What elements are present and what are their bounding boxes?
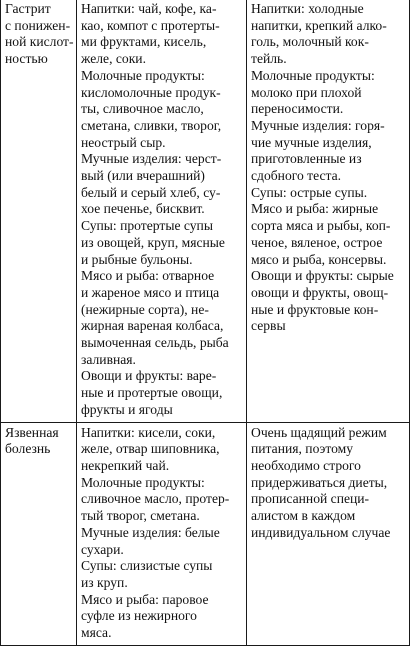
cell-text-line: фрукты и ягоды — [81, 401, 173, 417]
cell-text-line: сервы — [251, 318, 286, 334]
cell-text-line: сорта мяса и рыбы, коп- — [251, 218, 391, 234]
cell-text-line: прописанной специ- — [251, 491, 370, 507]
cell-text-line: сухари. — [81, 541, 124, 557]
cell-text-line: Гастрит — [5, 1, 51, 16]
cell-text-line: белый и серый хлеб, су- — [81, 184, 221, 200]
cell-text-line: Очень щадящий режим — [251, 424, 387, 440]
diet-table-body — [1, 0, 410, 645]
cell-text-line: Мучные изделия: горя- — [251, 117, 385, 133]
cell-text-line: мясо и рыба, консервы. — [251, 251, 387, 267]
cell-text-line: сливочное масло, протер- — [81, 491, 230, 507]
cell-text-line: Молочные продукты: — [251, 67, 375, 83]
cell-text-line: Мясо и рыба: отварное — [81, 268, 215, 284]
cell-text-line: вымоченная сельдь, рыба — [81, 335, 229, 351]
cell-text-line: као, компот с протерты- — [81, 17, 220, 33]
recommended-foods-cell — [77, 422, 247, 645]
cell-text-line: питания, поэтому — [251, 441, 354, 457]
cell-text-line: тейль. — [251, 51, 287, 67]
cell-text-line: с понижен- — [5, 17, 71, 33]
cell-text-line: ты, сливочное масло, — [81, 101, 204, 117]
cell-text-line: Супы: протертые супы — [81, 218, 213, 234]
cell-text-line: тый творог, сметана. — [81, 508, 200, 524]
cell-text-line: заливная. — [81, 351, 136, 367]
cell-text-line: голь, молочный кок- — [251, 34, 369, 50]
cell-text-line: придерживаться диеты, — [251, 474, 388, 490]
cell-text-line: необходимо строго — [251, 457, 361, 473]
cell-text-line: (нежирные сорта), не- — [81, 301, 209, 317]
cell-text-line: Мучные изделия: черст- — [81, 151, 222, 167]
cell-text-line: неострый сыр. — [81, 134, 166, 150]
cell-text-line: желе, отвар шиповника, — [81, 441, 220, 457]
cell-text-line: Мясо и рыба: жирные — [251, 201, 379, 217]
cell-text-line: жирная вареная колбаса, — [81, 318, 224, 334]
table-row-ulcer — [1, 422, 410, 645]
cell-text-line: сдобного теста. — [251, 168, 342, 184]
cell-text-line: ченое, вяленое, острое — [251, 234, 383, 250]
cell-text-line: Напитки: кисели, соки, — [81, 424, 216, 440]
cell-text-line: ми фруктами, кисель, — [81, 34, 207, 50]
cell-text-line: индивидуальном случае — [251, 524, 391, 540]
disease-cell — [1, 0, 77, 422]
cell-text-line: Мясо и рыба: паровое — [81, 591, 209, 607]
cell-text-line: чие мучные изделия, — [251, 134, 372, 150]
cell-text-line: Мучные изделия: белые — [81, 524, 220, 540]
cell-text-line: Язвенная — [5, 424, 59, 440]
cell-text-line: молоко при плохой — [251, 84, 362, 100]
table-row-gastritis — [1, 0, 410, 422]
cell-text-line: и жареное мясо и птица — [81, 284, 220, 300]
excluded-foods-cell — [247, 0, 410, 422]
cell-text-line: Супы: острые супы. — [251, 184, 368, 200]
cell-text-line: из круп. — [81, 574, 128, 590]
cell-text-line: Молочные продукты: — [81, 474, 205, 490]
cell-text-line: из овощей, круп, мясные — [81, 234, 225, 250]
cell-text-line: кисломолочные продук- — [81, 84, 221, 100]
cell-text-line: вый (или вчерашний) — [81, 168, 205, 184]
cell-text-line: овощи и фрукты, овощ- — [251, 284, 389, 300]
cell-text-line: мяса. — [81, 625, 112, 641]
cell-text-line: некрепкий чай. — [81, 457, 170, 473]
excluded-foods-cell — [247, 422, 410, 645]
cell-text-line: Напитки: холодные — [251, 1, 364, 16]
cell-text-line: ные и протертые овощи, — [81, 385, 223, 401]
cell-text-line: ные и фруктовые кон- — [251, 301, 379, 317]
recommended-foods-cell — [77, 0, 247, 422]
cell-text-line: и рыбные бульоны. — [81, 251, 193, 267]
disease-cell — [1, 422, 77, 645]
cell-text-line: Напитки: чай, кофе, ка- — [81, 1, 217, 16]
cell-text-line: Молочные продукты: — [81, 67, 205, 83]
cell-text-line: ностью — [5, 51, 48, 67]
cell-text-line: ной кислот- — [5, 34, 74, 50]
cell-text-line: Овощи и фрукты: сырые — [251, 268, 394, 284]
cell-text-line: болезнь — [5, 441, 51, 457]
cell-text-line: Супы: слизистые супы — [81, 558, 213, 574]
cell-text-line: алистом в каждом — [251, 508, 356, 524]
cell-text-line: напитки, крепкий алко- — [251, 17, 387, 33]
cell-text-line: сметана, сливки, творог, — [81, 117, 222, 133]
cell-text-line: Овощи и фрукты: варе- — [81, 368, 217, 384]
cell-text-line: хое печенье, бисквит. — [81, 201, 205, 217]
cell-text-line: приготовленные из — [251, 151, 362, 167]
cell-text-line: суфле из нежирного — [81, 608, 197, 624]
cell-text-line: переносимости. — [251, 101, 344, 117]
cell-text-line: желе, соки. — [81, 51, 146, 67]
